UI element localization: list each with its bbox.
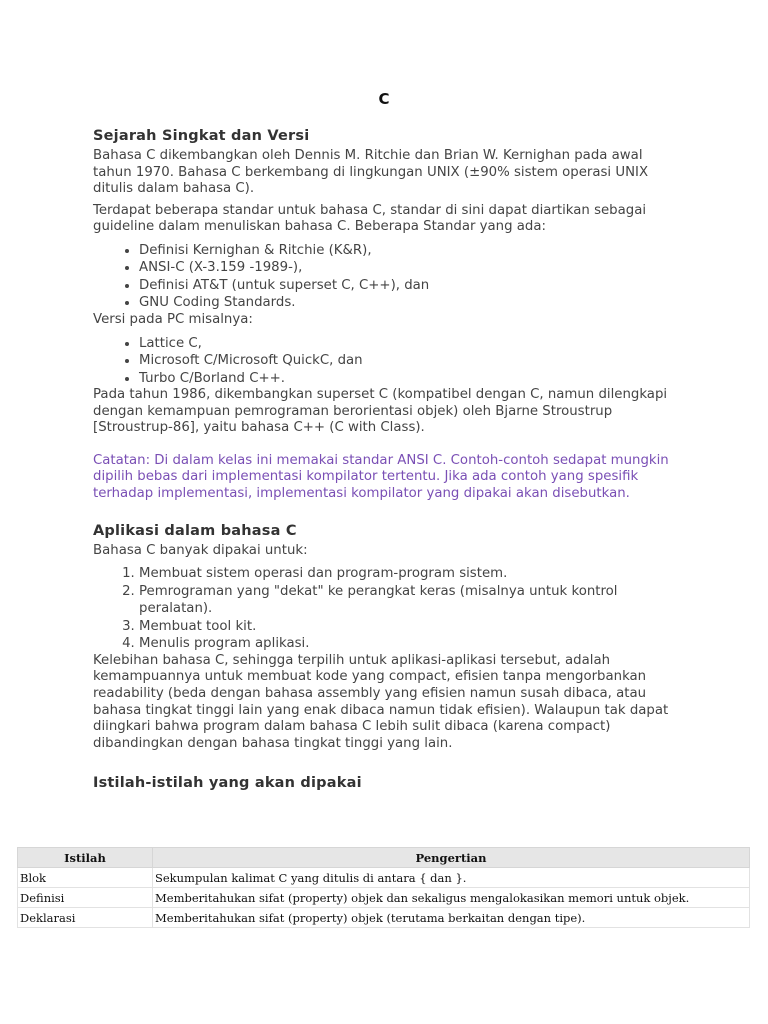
table-cell-meaning: Sekumpulan kalimat C yang ditulis di antara { dan }. xyxy=(153,868,750,888)
list-item: • Microsoft C/Microsoft QuickC, dan xyxy=(139,352,673,370)
history-paragraph: Bahasa C dikembangkan oleh Dennis M. Ritchie dan Brian W. Kernighan pada awal tahun 1970. Bahasa C berkembang di lingkungan UNIX (±90% sistem operasi UNIX ditulis dalam bahasa C). xyxy=(93,148,649,197)
list-item: 3. Membuat tool kit. xyxy=(139,618,673,636)
cpp-paragraph: Pada tahun 1986, dikembangkan superset C (kompatibel dengan C, namun dilengkapi dengan kemampuan pemrograman berorientasi objek) oleh Bjarne Stroustrup [Stroustrup-86], yaitu bahasa C++ (C with Class). xyxy=(93,387,668,436)
section-heading-history: Sejarah Singkat dan Versi xyxy=(93,128,310,144)
list-item: • GNU Coding Standards. xyxy=(139,294,673,312)
list-item: • Definisi Kernighan & Ritchie (K&R), xyxy=(139,242,673,260)
applications-intro: Bahasa C banyak dipakai untuk: xyxy=(93,542,308,558)
column-header-meaning: Pengertian xyxy=(153,848,750,868)
table-cell-term: Deklarasi xyxy=(18,908,153,928)
note-paragraph: Catatan: Di dalam kelas ini memakai standar ANSI C. Contoh-contoh sedapat mungkin dipilih bebas dari implementasi kompilator tertentu. Jika ada contoh yang spesifik terhadap implementasi, implementasi kompilator yang dipakai akan disebutkan. xyxy=(93,452,669,502)
table-row xyxy=(18,888,750,908)
list-item: • Lattice C, xyxy=(139,335,673,353)
standards-intro-paragraph: Terdapat beberapa standar untuk bahasa C, standar di sini dapat diartikan sebagai guideline dalam menuliskan bahasa C. Beberapa Standar yang ada: xyxy=(93,202,647,235)
document-body xyxy=(93,128,673,791)
standards-list xyxy=(93,242,673,312)
table-header-row xyxy=(18,848,750,868)
column-header-term: Istilah xyxy=(18,848,153,868)
list-item: • Definisi AT&T (untuk superset C, C++), dan xyxy=(139,277,673,295)
terms-table xyxy=(17,847,750,928)
section-heading-terms: Istilah-istilah yang akan dipakai xyxy=(93,775,362,792)
list-item: 4. Menulis program aplikasi. xyxy=(139,635,673,653)
table-cell-meaning: Memberitahukan sifat (property) objek (terutama berkaitan dengan tipe). xyxy=(153,908,750,928)
table-cell-term: Blok xyxy=(18,868,153,888)
list-item: • Turbo C/Borland C++. xyxy=(139,370,673,388)
table-cell-meaning: Memberitahukan sifat (property) objek dan sekaligus mengalokasikan memori untuk objek. xyxy=(153,888,750,908)
table-row xyxy=(18,908,750,928)
list-item: 1. Membuat sistem operasi dan program-program sistem. xyxy=(139,565,673,583)
advantages-paragraph: Kelebihan bahasa C, sehingga terpilih untuk aplikasi-aplikasi tersebut, adalah kemampuannya untuk membuat kode yang compact, efisien tanpa mengorbankan readability (beda dengan bahasa assembly yang efisien namun susah dibaca, atau bahasa tingkat tinggi lain yang enak dibaca namun tidak efisien). Walaupun tak dapat diingkari bahwa program dalam bahasa C lebih sulit dibaca (karena compact) dibandingkan dengan bahasa tingkat tinggi yang lain. xyxy=(93,652,669,751)
table-row xyxy=(18,868,750,888)
pc-versions-intro: Versi pada PC misalnya: xyxy=(93,311,253,327)
table-cell-term: Definisi xyxy=(18,888,153,908)
list-item: • ANSI-C (X-3.159 -1989-), xyxy=(139,259,673,277)
applications-list xyxy=(93,565,673,653)
section-heading-applications: Aplikasi dalam bahasa C xyxy=(93,522,297,539)
list-item: 2. Pemrograman yang "dekat" ke perangkat keras (misalnya untuk kontrol peralatan). xyxy=(139,583,673,618)
page-title: C xyxy=(378,90,390,108)
pc-versions-list xyxy=(93,335,673,388)
